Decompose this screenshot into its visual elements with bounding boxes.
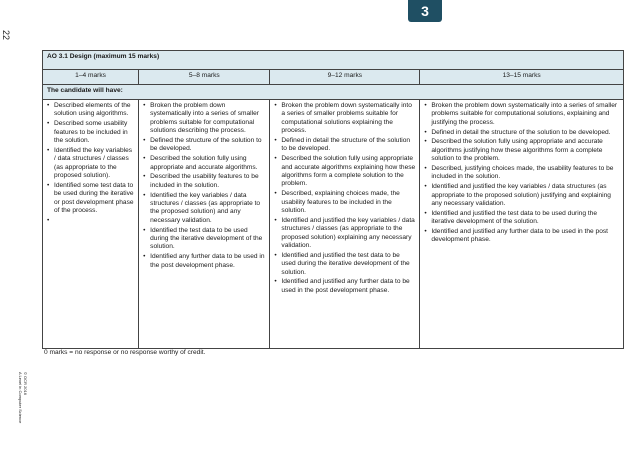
criterion-item: • Identified and justified the test data to be used during the iterative development of the solution. xyxy=(274,252,415,277)
criterion-item: • Identified and justified any further data to be used in the post development phase. xyxy=(274,278,415,295)
criterion-item: • Defined the structure of the solution to be developed. xyxy=(143,137,265,154)
rubric-subheading: The candidate will have: xyxy=(43,85,624,100)
criterion-item: • Identified some test data to be used during the iterative or post development phase of the process. xyxy=(47,182,134,216)
rubric-title: AO 3.1 Design (maximum 15 marks) xyxy=(43,51,624,70)
band-header: 9–12 marks xyxy=(270,70,420,85)
rubric-title-row xyxy=(43,51,624,70)
criteria-list xyxy=(424,102,619,245)
footer-subject: A Level in Computer Science xyxy=(18,372,23,424)
marking-rubric-table xyxy=(42,50,624,349)
criterion-item: • Described the solution fully using appropriate and accurate algorithms explaining how these algorithms form a complete solution to the problem. xyxy=(274,155,415,189)
section-tab: 3 xyxy=(408,0,442,22)
page-number: 22 xyxy=(1,30,11,41)
criterion-item: • Described, justifying choices made, the usability features to be included in the solution. xyxy=(424,165,619,182)
criteria-cell xyxy=(139,100,270,349)
band-header: 13–15 marks xyxy=(420,70,624,85)
criterion-item: • Described the solution fully using appropriate and accurate algorithms justifying how these algorithms form a complete solution to the problem. xyxy=(424,138,619,163)
criteria-cell xyxy=(43,100,139,349)
criterion-item: • Identified the key variables / data structures / classes (as appropriate to the proposed solution). xyxy=(47,147,134,181)
criteria-list xyxy=(143,102,265,270)
criterion-item: • Identified the test data to be used during the iterative development of the solution. xyxy=(143,227,265,252)
criterion-item: • Identified and justified the key variables / data structures / classes (as appropriate to the proposed solution) explaining any necessary validation. xyxy=(274,217,415,251)
criteria-list xyxy=(274,102,415,295)
footer xyxy=(18,372,28,432)
criteria-cell xyxy=(420,100,624,349)
criterion-item: • Broken the problem down systematically into a series of smaller problems suitable for computational solutions, explaining and justifying the process. xyxy=(424,102,619,127)
criterion-item: • Described, explaining choices made, the usability features to be included in the solution. xyxy=(274,190,415,215)
criterion-item: • Described elements of the solution using algorithms. xyxy=(47,102,134,119)
criterion-item: • Broken the problem down systematically into a series of smaller problems suitable for computational solutions describing the process. xyxy=(143,102,265,136)
criterion-item: • Identified and justified the test data to be used during the iterative development of the solution. xyxy=(424,210,619,227)
criteria-row xyxy=(43,100,624,349)
criterion-item: • Described the usability features to be included in the solution. xyxy=(143,173,265,190)
band-header: 5–8 marks xyxy=(139,70,270,85)
criterion-item: • Broken the problem down systematically into a series of smaller problems suitable for computational solutions explaining the process. xyxy=(274,102,415,136)
zero-marks-note: 0 marks = no response or no response worthy of credit. xyxy=(44,349,206,356)
criterion-item: • Identified any further data to be used in the post development phase. xyxy=(143,253,265,270)
criterion-item: • Described some usability features to be included in the solution. xyxy=(47,120,134,145)
criteria-cell xyxy=(270,100,420,349)
criterion-item: • Identified and justified the key variables / data structures (as appropriate to the proposed solution) justifying and explaining any necessary validation. xyxy=(424,183,619,208)
subheading-row xyxy=(43,85,624,100)
criterion-item: • Defined in detail the structure of the solution to be developed. xyxy=(274,137,415,154)
band-header: 1–4 marks xyxy=(43,70,139,85)
criterion-item: • Defined in detail the structure of the solution to be developed. xyxy=(424,129,619,137)
footer-copyright: © OCR 2016 xyxy=(23,372,28,395)
criteria-list xyxy=(47,102,134,215)
mark-bands-row xyxy=(43,70,624,85)
criterion-item: • Identified and justified any further data to be used in the post development phase. xyxy=(424,228,619,245)
criterion-item: • Identified the key variables / data structures / classes (as appropriate to the proposed solution) and any necessary validation. xyxy=(143,192,265,226)
criterion-item: • Described the solution fully using appropriate and accurate algorithms. xyxy=(143,155,265,172)
